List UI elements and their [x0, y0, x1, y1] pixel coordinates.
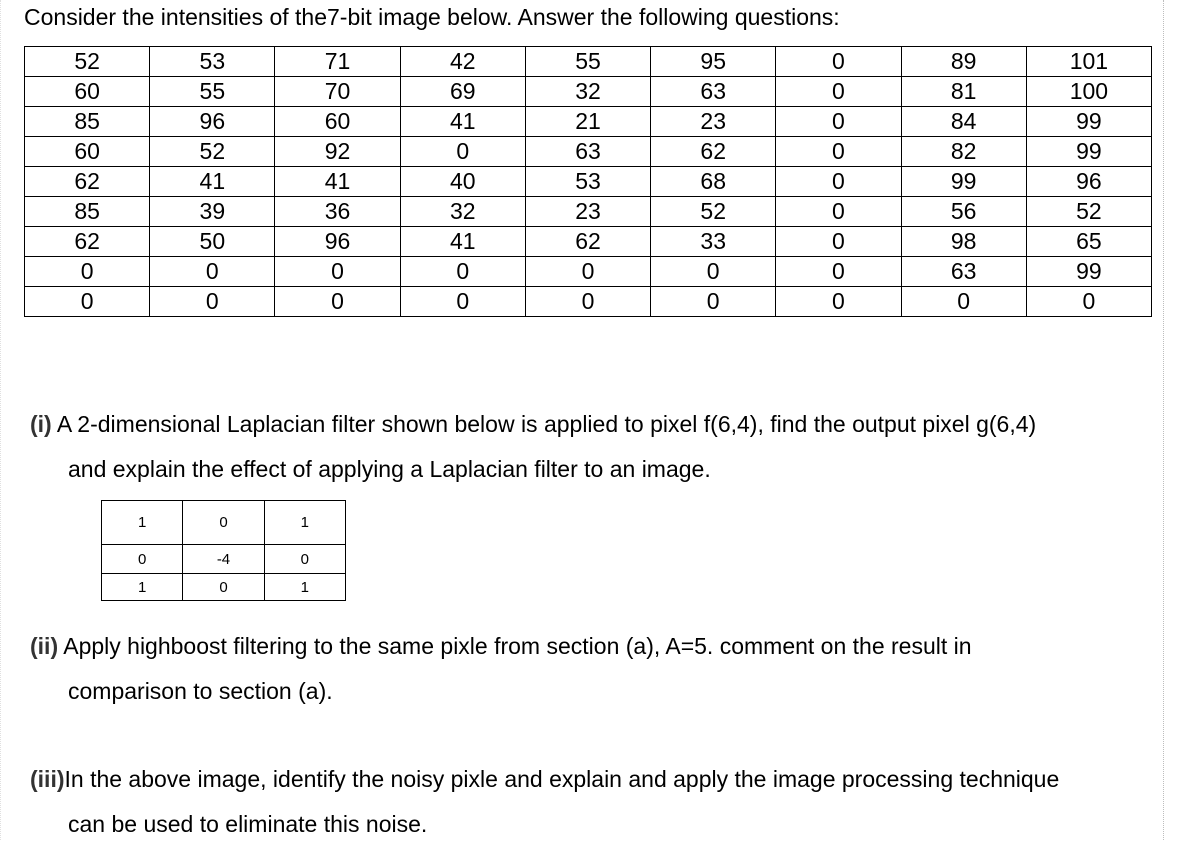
intensity-row: [25, 47, 1152, 77]
intensity-cell: 32: [400, 197, 525, 227]
question-ii-text: Apply highboost filtering to the same pixle from section (a), A=5. comment on the result in: [63, 633, 972, 659]
intensity-cell: 0: [275, 257, 400, 287]
intensity-cell: 0: [400, 137, 525, 167]
kernel-cell: 0: [183, 574, 264, 601]
intensity-cell: 96: [150, 107, 275, 137]
intro-text: Consider the intensities of the7-bit image below. Answer the following questions:: [24, 4, 840, 30]
intensity-cell: 99: [1026, 137, 1151, 167]
intensity-cell: 0: [400, 287, 525, 317]
intensity-cell: 33: [651, 227, 776, 257]
intensity-cell: 0: [25, 287, 150, 317]
intensity-cell: 41: [150, 167, 275, 197]
intensity-cell: 36: [275, 197, 400, 227]
intensity-cell: 68: [651, 167, 776, 197]
intensity-cell: 0: [901, 287, 1026, 317]
intensity-cell: 60: [275, 107, 400, 137]
intensity-cell: 63: [651, 77, 776, 107]
intensity-row: [25, 167, 1152, 197]
intensity-cell: 0: [776, 227, 901, 257]
intensity-table: [24, 46, 1152, 317]
intensity-cell: 70: [275, 77, 400, 107]
question-iii: [30, 766, 1059, 793]
kernel-row: [102, 545, 346, 574]
intensity-cell: 52: [651, 197, 776, 227]
intensity-cell: 99: [901, 167, 1026, 197]
intensity-cell: 41: [400, 227, 525, 257]
intensity-cell: 0: [400, 257, 525, 287]
intensity-cell: 99: [1026, 107, 1151, 137]
intensity-cell: 52: [150, 137, 275, 167]
intensity-row: [25, 227, 1152, 257]
intensity-cell: 0: [776, 257, 901, 287]
intensity-cell: 95: [651, 47, 776, 77]
intensity-row: [25, 197, 1152, 227]
intensity-cell: 53: [150, 47, 275, 77]
kernel-cell: 1: [102, 574, 183, 601]
kernel-cell: -4: [183, 545, 264, 574]
intensity-cell: 0: [1026, 287, 1151, 317]
question-iii-text: In the above image, identify the noisy pixle and explain and apply the image processing technique: [64, 766, 1060, 792]
intensity-cell: 62: [25, 167, 150, 197]
intensity-cell: 0: [776, 107, 901, 137]
intensity-cell: 92: [275, 137, 400, 167]
intensity-cell: 84: [901, 107, 1026, 137]
intensity-cell: 50: [150, 227, 275, 257]
intensity-cell: 0: [25, 257, 150, 287]
question-ii: [30, 633, 972, 660]
intensity-cell: 0: [776, 197, 901, 227]
intensity-cell: 0: [150, 287, 275, 317]
intensity-cell: 96: [275, 227, 400, 257]
intensity-row: [25, 107, 1152, 137]
intensity-cell: 82: [901, 137, 1026, 167]
intensity-cell: 65: [1026, 227, 1151, 257]
question-iii-continuation: can be used to eliminate this noise.: [68, 811, 428, 837]
question-ii-continuation: comparison to section (a).: [68, 678, 333, 704]
intensity-row: [25, 77, 1152, 107]
kernel-cell: 1: [264, 574, 345, 601]
intensity-cell: 85: [25, 107, 150, 137]
intensity-cell: 101: [1026, 47, 1151, 77]
laplacian-kernel: [101, 500, 346, 601]
intensity-cell: 85: [25, 197, 150, 227]
kernel-cell: 0: [183, 501, 264, 545]
intensity-cell: 0: [651, 287, 776, 317]
intensity-cell: 41: [400, 107, 525, 137]
intensity-cell: 52: [25, 47, 150, 77]
intensity-cell: 0: [776, 167, 901, 197]
intensity-cell: 56: [901, 197, 1026, 227]
kernel-cell: 0: [102, 545, 183, 574]
intensity-cell: 100: [1026, 77, 1151, 107]
intensity-cell: 41: [275, 167, 400, 197]
intensity-cell: 42: [400, 47, 525, 77]
intensity-cell: 39: [150, 197, 275, 227]
intensity-cell: 53: [525, 167, 650, 197]
intensity-cell: 0: [776, 47, 901, 77]
intensity-cell: 0: [776, 137, 901, 167]
intensity-cell: 52: [1026, 197, 1151, 227]
intensity-cell: 0: [776, 287, 901, 317]
question-i-text: A 2-dimensional Laplacian filter shown below is applied to pixel f(6,4), find the output pixel g(6,4): [56, 411, 1037, 437]
intensity-cell: 98: [901, 227, 1026, 257]
intensity-cell: 0: [525, 257, 650, 287]
intensity-cell: 0: [275, 287, 400, 317]
intensity-cell: 71: [275, 47, 400, 77]
intensity-cell: 60: [25, 77, 150, 107]
question-i-number: (i): [30, 411, 52, 437]
intensity-cell: 62: [651, 137, 776, 167]
intensity-cell: 89: [901, 47, 1026, 77]
kernel-cell: 0: [264, 545, 345, 574]
intensity-cell: 63: [525, 137, 650, 167]
intensity-row: [25, 257, 1152, 287]
intensity-cell: 69: [400, 77, 525, 107]
intensity-cell: 32: [525, 77, 650, 107]
intensity-cell: 99: [1026, 257, 1151, 287]
intensity-cell: 0: [776, 77, 901, 107]
intensity-cell: 62: [25, 227, 150, 257]
kernel-row: [102, 501, 346, 545]
kernel-cell: 1: [264, 501, 345, 545]
intensity-cell: 62: [525, 227, 650, 257]
intensity-cell: 0: [525, 287, 650, 317]
question-i-continuation: and explain the effect of applying a Laplacian filter to an image.: [68, 456, 711, 482]
question-iii-number: (iii): [30, 766, 65, 792]
intensity-cell: 96: [1026, 167, 1151, 197]
intensity-cell: 55: [150, 77, 275, 107]
intensity-cell: 55: [525, 47, 650, 77]
kernel-cell: 1: [102, 501, 183, 545]
kernel-row: [102, 574, 346, 601]
intensity-cell: 40: [400, 167, 525, 197]
intensity-cell: 0: [651, 257, 776, 287]
intensity-cell: 0: [150, 257, 275, 287]
intensity-row: [25, 287, 1152, 317]
question-ii-number: (ii): [30, 633, 59, 659]
intensity-cell: 60: [25, 137, 150, 167]
intensity-cell: 63: [901, 257, 1026, 287]
intensity-cell: 23: [525, 197, 650, 227]
question-i: [30, 411, 1036, 438]
intensity-row: [25, 137, 1152, 167]
intensity-cell: 81: [901, 77, 1026, 107]
intensity-cell: 21: [525, 107, 650, 137]
intensity-cell: 23: [651, 107, 776, 137]
